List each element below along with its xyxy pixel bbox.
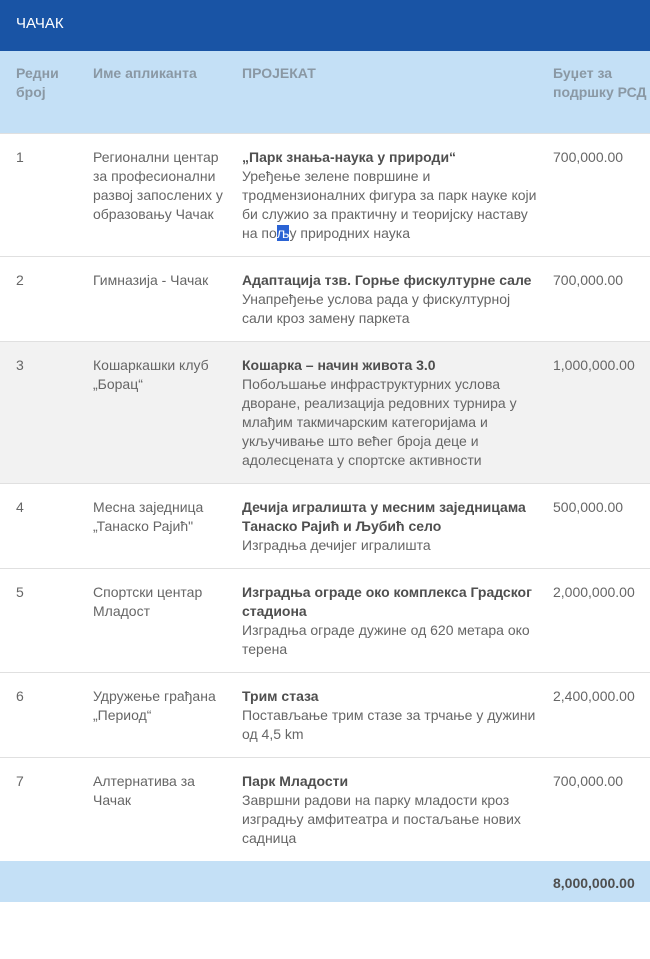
project-title: Адаптација тзв. Горње фискултурне сале [242, 271, 532, 288]
table-title: ЧАЧАК [0, 0, 650, 51]
row-applicant: Удружење грађана „Период“ [93, 687, 216, 723]
project-title: Кошарка – начин живота 3.0 [242, 356, 436, 373]
project-title: Дечија игралишта у месним заједницама Танаско Рајић и Љубић село [242, 498, 526, 534]
row-project [226, 672, 537, 757]
project-title: Изградња ограде око комплекса Градског стадиона [242, 583, 532, 619]
row-budget: 2,400,000.00 [553, 687, 635, 704]
row-budget: 500,000.00 [553, 498, 624, 515]
project-title: Парк Младости [242, 772, 349, 789]
row-budget: 700,000.00 [553, 772, 624, 789]
row-number: 1 [16, 148, 24, 165]
row-number: 2 [16, 271, 24, 288]
table-row [0, 672, 650, 757]
project-description: Завршни радови на парку младости кроз изградњу амфитеатра и постаљање нових садница [242, 791, 521, 846]
project-description: Изградња дечијег игралишта [242, 536, 431, 553]
total-row [0, 861, 650, 902]
project-description: Изградња ограде дужине од 620 метара око терена [242, 621, 530, 657]
projects-table [0, 51, 650, 902]
row-applicant: Алтернатива за Чачак [93, 772, 195, 808]
row-project [226, 757, 537, 861]
row-number: 7 [16, 772, 24, 789]
header-applicant: Име апликанта [93, 65, 197, 81]
table-row [0, 341, 650, 483]
table-row [0, 256, 650, 341]
row-applicant: Регионални центар за професионални развој запослених у образовању Чачак [93, 148, 223, 222]
project-description [242, 167, 537, 243]
header-row [0, 51, 650, 133]
row-project [226, 483, 537, 568]
project-description: Постављање трим стазе за трчање у дужини од 4,5 km [242, 706, 536, 742]
header-project: ПРОЈЕКАТ [242, 65, 316, 81]
header-number: Редни број [16, 65, 59, 100]
table-row [0, 483, 650, 568]
project-description-part: у природних наука [289, 224, 410, 241]
row-budget: 700,000.00 [553, 271, 624, 288]
row-project [226, 568, 537, 672]
row-number: 4 [16, 498, 24, 515]
row-number: 5 [16, 583, 24, 600]
table-row [0, 133, 650, 256]
project-description: Унапређење услова рада у фискултурној сали кроз замену паркета [242, 290, 511, 326]
row-applicant: Спортски центар Младост [93, 583, 203, 619]
total-budget: 8,000,000.00 [553, 874, 635, 891]
row-project [226, 341, 537, 483]
table-row [0, 568, 650, 672]
header-budget: Буџет за подршку РСД [553, 65, 647, 100]
row-budget: 1,000,000.00 [553, 356, 635, 373]
row-budget: 700,000.00 [553, 148, 624, 165]
row-applicant: Месна заједница „Танаско Рајић" [93, 498, 204, 534]
row-number: 3 [16, 356, 24, 373]
row-number: 6 [16, 687, 24, 704]
row-project [226, 256, 537, 341]
row-applicant: Гимназија - Чачак [93, 271, 209, 288]
row-project [226, 133, 537, 256]
table-row [0, 757, 650, 861]
project-title: „Парк знања-наука у природи“ [242, 148, 457, 165]
text-selection-highlight: љ [276, 224, 290, 241]
project-description-part: Уређење зелене површине и тродмензионалних фигура за парк науке који би служио за практичну и теоријску наставу на по [242, 167, 537, 241]
row-budget: 2,000,000.00 [553, 583, 635, 600]
project-description: Побољшање инфраструктурних услова дворане, реализација редовних турнира у млађим такмичарским категоријама и укључивање што већег броја деце и адолесцената у спортске активности [242, 375, 517, 468]
row-applicant: Кошаркашки клуб „Борац“ [93, 356, 209, 392]
project-title: Трим стаза [242, 687, 319, 704]
